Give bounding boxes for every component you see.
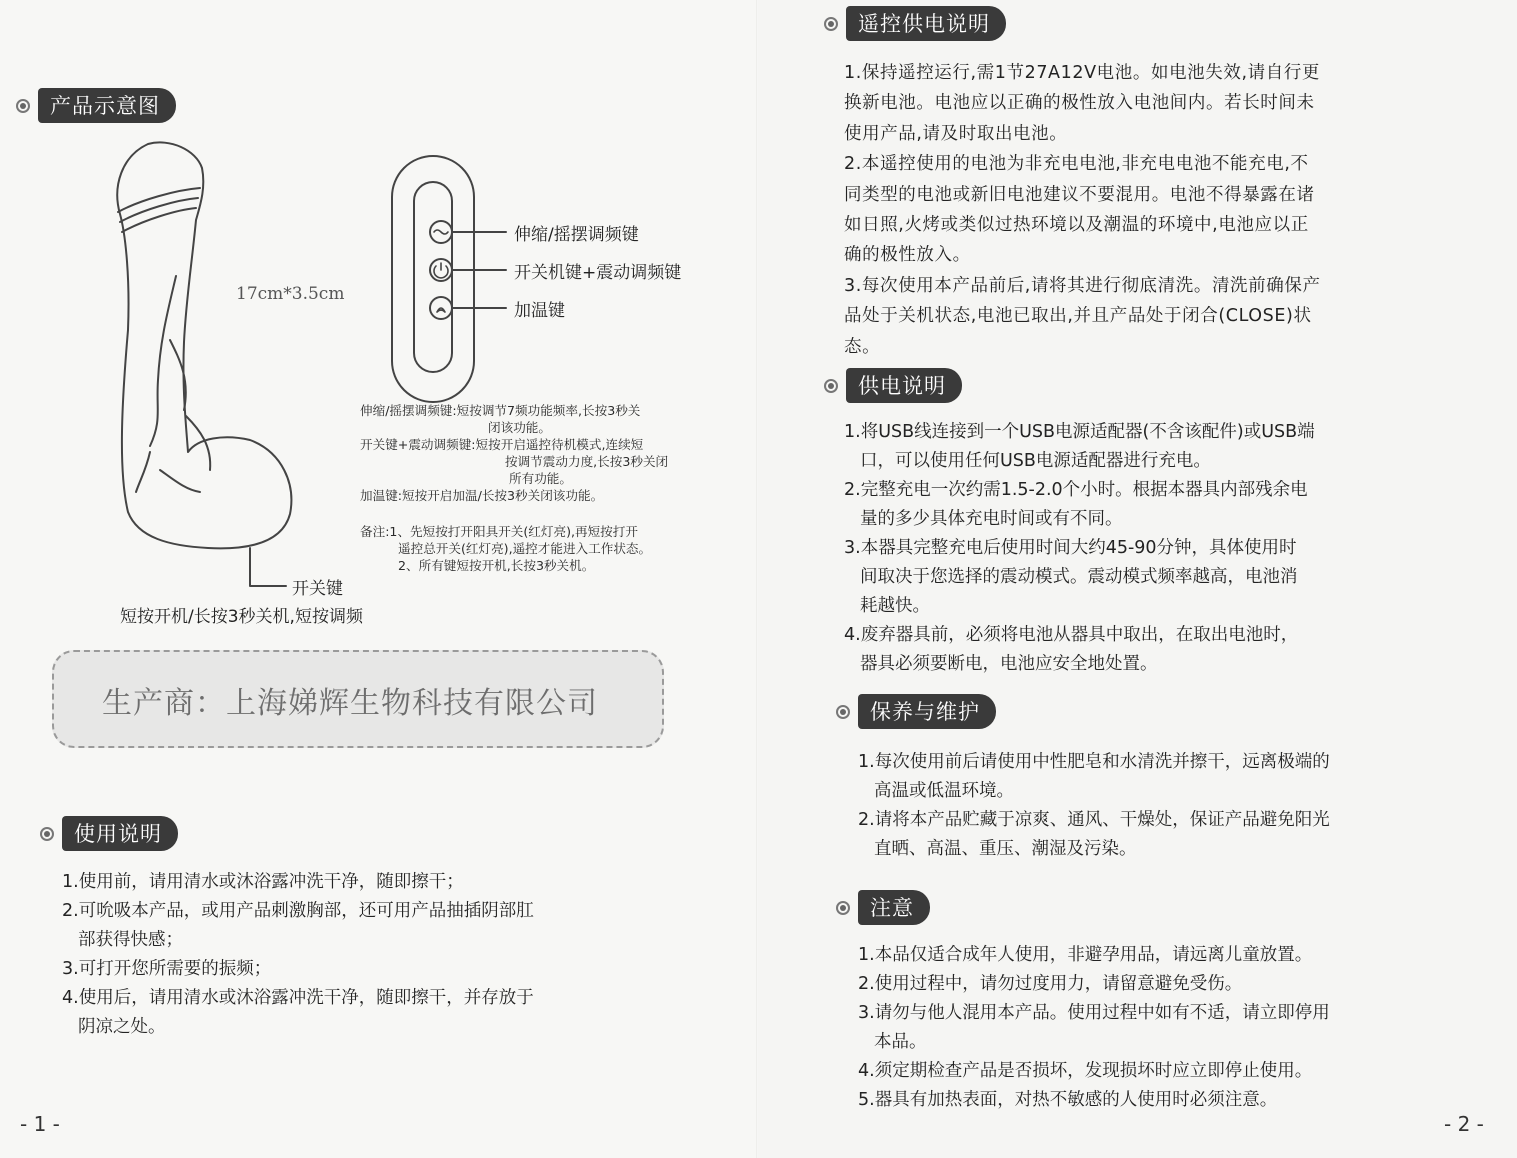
usage-list xyxy=(62,868,722,1042)
power-section-title: 供电说明 xyxy=(846,368,962,403)
notice-line: 3.请勿与他人混用本产品。使用过程中如有不适，请立即停用 xyxy=(858,1003,1330,1023)
power-section-header xyxy=(824,368,962,403)
callout-power-key: 开关机键+震动调频键 xyxy=(514,263,682,283)
bullet-icon xyxy=(40,827,54,841)
left-page xyxy=(0,0,758,1158)
remote-list xyxy=(844,58,1484,362)
remark-line: 遥控总开关(红灯亮),遥控才能进入工作状态。 xyxy=(398,541,652,556)
remote-line: 换新电池。电池应以正确的极性放入电池间内。若长时间未 xyxy=(844,93,1315,114)
notice-line: 5.器具有加热表面，对热不敏感的人使用时必须注意。 xyxy=(858,1090,1278,1110)
remote-line: 态。 xyxy=(844,336,881,357)
remark-line: 备注:1、先短按打开阳具开关(红灯亮),再短按打开 xyxy=(360,524,638,539)
remote-line: 3.每次使用本产品前后,请将其进行彻底清洗。清洗前确保产 xyxy=(844,275,1321,296)
callout-heat-key: 加温键 xyxy=(514,301,565,321)
notice-line: 1.本品仅适合成年人使用，非避孕用品，请远离儿童放置。 xyxy=(858,945,1313,965)
page-number: - 2 - xyxy=(1444,1112,1484,1136)
power-line: 间取决于您选择的震动模式。震动模式频率越高，电池消 xyxy=(860,567,1298,587)
remote-line: 2.本遥控使用的电池为非充电电池,非充电电池不能充电,不 xyxy=(844,154,1309,175)
remote-line: 1.保持遥控运行,需1节27A12V电池。如电池失效,请自行更 xyxy=(844,63,1321,83)
usage-line: 1.使用前，请用清水或沐浴露冲洗干净，随即擦干； xyxy=(62,872,464,892)
care-section-title: 保养与维护 xyxy=(858,694,996,729)
power-line: 1.将USB线连接到一个USB电源适配器(不含该配件)或USB端 xyxy=(844,422,1315,442)
manufacturer-box xyxy=(52,650,664,748)
usage-line: 3.可打开您所需要的振频； xyxy=(62,959,272,979)
care-line: 直晒、高温、重压、潮湿及污染。 xyxy=(874,839,1137,859)
callout-base-switch-note: 短按开机/长按3秒关机,短按调频 xyxy=(120,607,363,627)
remote-line: 如日照,火烤或类似过热环境以及潮温的环境中,电池应以正 xyxy=(844,215,1309,236)
key-desc-line: 伸缩/摇摆调频键:短按调节7频功能频率,长按3秒关 xyxy=(360,403,641,418)
bullet-icon xyxy=(824,17,838,31)
bullet-icon xyxy=(824,379,838,393)
power-list xyxy=(844,418,1504,679)
right-page xyxy=(758,0,1517,1158)
care-line: 高温或低温环境。 xyxy=(874,781,1014,801)
key-desc-line: 闭该功能。 xyxy=(488,420,551,435)
care-list xyxy=(858,748,1498,864)
power-line: 口，可以使用任何USB电源适配器进行充电。 xyxy=(860,451,1211,471)
notice-section-title: 注意 xyxy=(858,890,930,925)
remote-line: 同类型的电池或新旧电池建议不要混用。电池不得暴露在诸 xyxy=(844,184,1315,205)
power-line: 4.废弃器具前，必须将电池从器具中取出，在取出电池时， xyxy=(844,625,1299,645)
usage-line: 4.使用后，请用清水或沐浴露冲洗干净，随即擦干，并存放于 xyxy=(62,988,534,1008)
usage-line: 2.可吮吸本产品，或用产品刺激胸部，还可用产品抽插阴部肛 xyxy=(62,901,534,921)
remarks-block xyxy=(360,523,740,574)
usage-section-title: 使用说明 xyxy=(62,816,178,851)
power-line: 量的多少具体充电时间或有不同。 xyxy=(860,509,1123,529)
power-line: 3.本器具完整充电后使用时间大约45-90分钟，具体使用时 xyxy=(844,538,1297,558)
notice-section-header xyxy=(836,890,930,925)
notice-line: 2.使用过程中，请勿过度用力，请留意避免受伤。 xyxy=(858,974,1243,994)
usage-line: 部获得快感； xyxy=(78,930,183,950)
remote-section-header xyxy=(824,6,1006,41)
remark-line: 2、所有键短按开机,长按3秒关机。 xyxy=(398,558,595,573)
diagram-section-title: 产品示意图 xyxy=(38,88,176,123)
usage-section-header xyxy=(40,816,178,851)
key-description-block xyxy=(360,402,740,504)
remote-line: 使用产品,请及时取出电池。 xyxy=(844,123,1068,144)
remote-line: 确的极性放入。 xyxy=(844,245,971,266)
power-line: 耗越快。 xyxy=(860,596,930,616)
bullet-icon xyxy=(836,705,850,719)
key-desc-line: 开关键+震动调频键:短按开启遥控待机模式,连续短 xyxy=(360,437,644,452)
callout-stretch-key: 伸缩/摇摆调频键 xyxy=(514,225,639,245)
care-line: 2.请将本产品贮藏于凉爽、通风、干燥处，保证产品避免阳光 xyxy=(858,810,1330,830)
callout-base-switch: 开关键 xyxy=(292,579,343,599)
key-desc-line: 所有功能。 xyxy=(509,471,572,486)
power-line: 2.完整充电一次约需1.5-2.0个小时。根据本器具内部残余电 xyxy=(844,480,1308,500)
notice-list xyxy=(858,941,1498,1115)
page-number: - 1 - xyxy=(20,1112,60,1136)
manufacturer-text: 生产商：上海娣辉生物科技有限公司 xyxy=(102,686,598,721)
dimension-label: 17cm*3.5cm xyxy=(236,284,345,304)
remote-line: 品处于关机状态,电池已取出,并且产品处于闭合(CLOSE)状 xyxy=(844,306,1312,327)
remote-section-title: 遥控供电说明 xyxy=(846,6,1006,41)
notice-line: 本品。 xyxy=(874,1032,927,1052)
key-desc-line: 加温键:短按开启加温/长按3秒关闭该功能。 xyxy=(360,488,604,503)
usage-line: 阴凉之处。 xyxy=(78,1017,166,1037)
care-line: 1.每次使用前后请使用中性肥皂和水清洗并擦干，远离极端的 xyxy=(858,752,1330,772)
bullet-icon xyxy=(836,901,850,915)
power-line: 器具必须要断电，电池应安全地处置。 xyxy=(860,654,1158,674)
notice-line: 4.须定期检查产品是否损坏，发现损坏时应立即停止使用。 xyxy=(858,1061,1313,1081)
key-desc-line: 按调节震动力度,长按3秒关闭 xyxy=(505,454,669,469)
care-section-header xyxy=(836,694,996,729)
